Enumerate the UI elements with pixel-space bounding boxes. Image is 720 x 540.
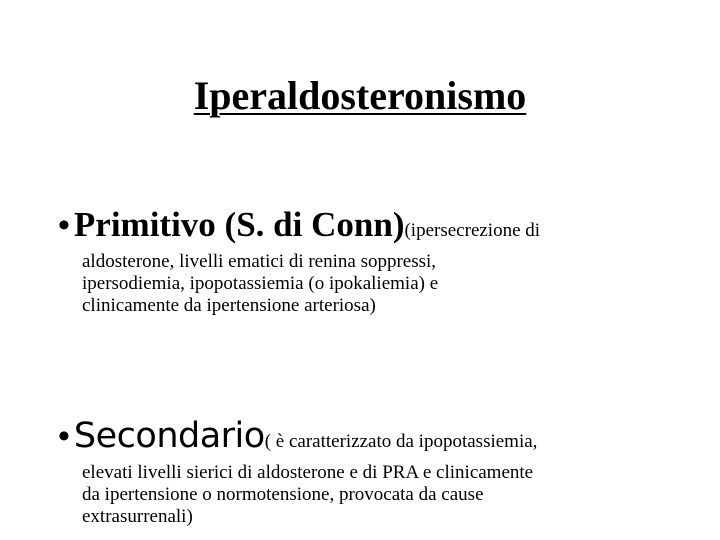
bullet-head	[58, 413, 678, 466]
bullet-secondario	[58, 413, 678, 528]
description-line: da ipertensione o normotensione, provocata da cause	[82, 484, 484, 505]
bullet-inline-text: ( è caratterizzato da ipopotassiemia,	[264, 431, 538, 452]
bullet-description	[82, 251, 678, 317]
description-line: ipersodiemia, ipopotassiemia (o ipokaliemia) e	[82, 273, 439, 294]
bullet-dot-icon: •	[58, 418, 70, 455]
description-line: elevati livelli sierici di aldosterone e di PRA e clinicamente	[82, 462, 534, 483]
bullet-term: Secondario	[73, 416, 265, 456]
bullet-term: Primitivo (S. di Conn)	[73, 205, 405, 244]
bullet-description	[82, 462, 678, 528]
bullet-head	[58, 202, 678, 255]
description-line: clinicamente da ipertensione arteriosa)	[82, 295, 376, 316]
bullet-dot-icon: •	[58, 207, 70, 244]
description-line: extrasurrenali)	[82, 506, 193, 527]
slide-title: Iperaldosteronismo	[193, 73, 527, 118]
bullet-primitivo	[58, 202, 678, 317]
description-line: aldosterone, livelli ematici di renina soppressi,	[82, 251, 437, 272]
bullet-inline-text: (ipersecrezione di	[404, 220, 541, 241]
